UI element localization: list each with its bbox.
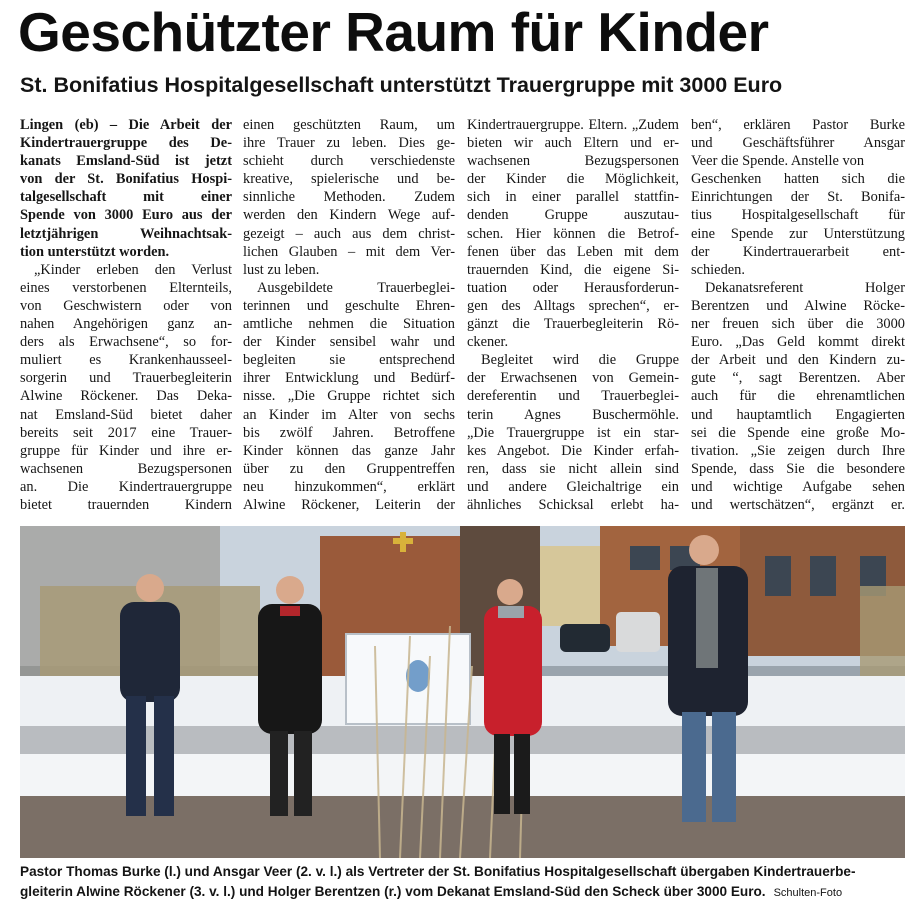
- article-column-4: [691, 116, 905, 516]
- article-text-line: und hauptamtlich Engagierten: [691, 406, 905, 423]
- article-text-line: „Kinder erleben den Verlust: [34, 261, 232, 278]
- headline: Geschützter Raum für Kinder: [18, 1, 769, 63]
- article-text-line: amtliche nehmen die Situation: [243, 316, 455, 333]
- article-text-line: ihrer Entwicklung und Bedürf-: [243, 370, 455, 387]
- article-text-line: tuation oder Herausforderun-: [467, 279, 679, 296]
- article-text-line: gruppe für Kinder und ihre er-: [20, 442, 232, 459]
- article-column-1: [20, 116, 232, 516]
- article-text-line: letztjährigen Weihnachtsak-: [20, 225, 232, 242]
- article-text-line: dereferentin und Trauerbeglei-: [467, 388, 679, 405]
- article-text-line: und wertschätzen“, ergänzt er.: [691, 496, 905, 513]
- article-text-line: kanats Emsland-Süd ist jetzt: [20, 153, 232, 170]
- article-column-2: [243, 116, 455, 516]
- article-text-line: und Geschäftsführer Ansgar: [691, 135, 905, 152]
- article-text-line: Einrichtungen der St. Bonifa-: [691, 189, 905, 206]
- article-text-line: nisse. „Die Gruppe richtet sich: [243, 388, 455, 405]
- article-text-line: begleiten sie entsprechend: [243, 352, 455, 369]
- article-text-line: der Kindertrauerarbeit ent-: [691, 243, 905, 260]
- article-text-line: Dekanatsreferent Holger: [705, 279, 905, 296]
- article-text-line: auch für die ehrenamtlichen: [691, 388, 905, 405]
- article-text-line: gezeigt – auch aus dem christ-: [243, 225, 455, 242]
- article-text-line: ner freuen sich über die 3000: [691, 316, 905, 333]
- article-text-line: ren, dass sie nicht allein sind: [467, 460, 679, 477]
- photo-credit: Schulten-Foto: [773, 887, 843, 899]
- article-text-line: talgesellschaft mit einer: [20, 189, 232, 206]
- article-text-line: kes Angebot. Die Kinder erfah-: [467, 442, 679, 459]
- article-text-line: Begleitet wird die Gruppe: [481, 352, 679, 369]
- article-text-line: Euro. „Das Geld kommt direkt: [691, 334, 905, 351]
- caption-line-2: [20, 882, 910, 903]
- article-text-line: „Die Trauergruppe ist ein star-: [467, 424, 679, 441]
- article-text-line: Alwine Röckener, Leiterin der: [243, 496, 455, 513]
- article-text-line: eine Spende zur Unterstützung: [691, 225, 905, 242]
- article-text-line: Spende, dass Sie die besondere: [691, 460, 905, 477]
- article-text-line: der Arbeit und den Kindern zu-: [691, 352, 905, 369]
- article-text-line: gänzt die Trauerbegleiterin Rö-: [467, 316, 679, 333]
- article-text-line: wachsenen Bezugspersonen: [20, 460, 232, 477]
- article-text-line: sich in einer parallel stattfin-: [467, 189, 679, 206]
- article-text-line: muliert es Krankenhausseel-: [20, 352, 232, 369]
- article-text-line: Kinder können das ganze Jahr: [243, 442, 455, 459]
- article-text-line: Lingen (eb) – Die Arbeit der: [20, 117, 232, 133]
- article-text-line: nat Emsland-Süd bietet daher: [20, 406, 232, 423]
- article-text-line: Kindertrauergruppe. Eltern. „Zudem: [467, 117, 679, 133]
- article-text-line: ben“, erklären Pastor Burke: [691, 117, 905, 133]
- article-text-line: tius Hospitalgesellschaft für: [691, 207, 905, 224]
- caption-line-2-text: gleiterin Alwine Röckener (3. v. l.) und Holger Berentzen (r.) vom Dekanat Emsland-Süd den Scheck über 3000 Euro.: [20, 884, 766, 899]
- article-text-line: lust zu leben.: [243, 261, 320, 278]
- article-text-line: sei die Spende eine große Mo-: [691, 424, 905, 441]
- article-text-line: nahen Angehörigen ganz an-: [20, 316, 232, 333]
- article-text-line: tion unterstützt worden.: [20, 243, 170, 260]
- article-text-line: der Erwachsenen von Gemein-: [467, 370, 679, 387]
- article-text-line: schen. Hier können die Betrof-: [467, 225, 679, 242]
- article-text-line: tivation. „Sie zeigen durch Ihre: [691, 442, 905, 459]
- article-text-line: ähnliches Schicksal erlebt ha-: [467, 496, 679, 513]
- article-text-line: über zu den Gruppentreffen: [243, 460, 455, 477]
- article-text-line: an. Die Kindertrauergruppe: [20, 478, 232, 495]
- article-text-line: terinnen und geschulte Ehren-: [243, 297, 455, 314]
- article-text-line: schieht durch verschiedenste: [243, 153, 455, 170]
- article-text-line: gen des Alltags sprechen“, er-: [467, 297, 679, 314]
- article-text-line: wachsenen Bezugspersonen: [467, 153, 679, 170]
- article-text-line: Ausgebildete Trauerbeglei-: [257, 279, 455, 296]
- article-text-line: ders als Erwachsene“, so for-: [20, 334, 232, 351]
- article-text-line: bereits seit 2017 eine Trauer-: [20, 424, 232, 441]
- article-text-line: sorgerin und Trauerbegleiterin: [20, 370, 232, 387]
- article-text-line: eines verstorbenen Elternteils,: [20, 279, 232, 296]
- article-column-3: [467, 116, 679, 516]
- article-text-line: Berentzen und Alwine Röcke-: [691, 297, 905, 314]
- article-text-line: fenen über das Leben mit dem: [467, 243, 679, 260]
- article-text-line: Alwine Röckener. Das Deka-: [20, 388, 232, 405]
- article-text-line: werden den Kindern Wege auf-: [243, 207, 455, 224]
- article-text-line: der Kinder sensibel wahr und: [243, 334, 455, 351]
- article-text-line: neu hinzukommen“, erklärt: [243, 478, 455, 495]
- article-text-line: von Geschwistern oder von: [20, 297, 232, 314]
- article-text-line: bietet trauernden Kindern: [20, 496, 232, 513]
- article-text-line: ckener.: [467, 334, 509, 351]
- article-text-line: einen geschützten Raum, um: [243, 117, 455, 133]
- article-text-line: trauernden Kind, die eigene Si-: [467, 261, 679, 278]
- article-text-line: Veer die Spende. Anstelle von: [691, 153, 865, 170]
- article-text-line: schieden.: [691, 261, 745, 278]
- article-text-line: Spende von 3000 Euro aus der: [20, 207, 232, 224]
- subheadline: St. Bonifatius Hospitalgesellschaft unterstützt Trauergruppe mit 3000 Euro: [20, 73, 783, 97]
- article-text-line: und wichtige Aufgabe sehen: [691, 478, 905, 495]
- article-text-line: terin Agnes Buschermöhle.: [467, 406, 679, 423]
- article-text-line: an Kinder im Alter von sechs: [243, 406, 455, 423]
- article-text-line: bis zwölf Jahren. Betroffene: [243, 424, 455, 441]
- article-text-line: lichen Glauben – mit dem Ver-: [243, 243, 455, 260]
- article-text-line: denden Gruppe auszutau-: [467, 207, 679, 224]
- photo-illustration: [20, 526, 905, 858]
- article-text-line: Geschenken hatten sich die: [691, 171, 905, 188]
- caption-line-1: Pastor Thomas Burke (l.) und Ansgar Veer (2. v. l.) als Vertreter der St. Bonifatius Hospitalgesellschaft übergaben Kindertrauerbe-: [20, 864, 856, 879]
- photo-caption: [20, 862, 910, 906]
- article-text-line: der Kinder die Möglichkeit,: [467, 171, 679, 188]
- article-text-line: sinnliche Methoden. Zudem: [243, 189, 455, 206]
- article-photo: [20, 526, 905, 858]
- article-text-line: Kindertrauergruppe des De-: [20, 135, 232, 152]
- article-text-line: kreative, spielerische und be-: [243, 171, 455, 188]
- article-text-line: von der St. Bonifatius Hospi-: [20, 171, 232, 188]
- article-text-line: und andere Gleichaltrige ein: [467, 478, 679, 495]
- article-text-line: gute “, sagt Berentzen. Aber: [691, 370, 905, 387]
- article-text-line: ihre Trauer zu leben. Dies ge-: [243, 135, 455, 152]
- article-text-line: bieten wir auch Eltern und er-: [467, 135, 679, 152]
